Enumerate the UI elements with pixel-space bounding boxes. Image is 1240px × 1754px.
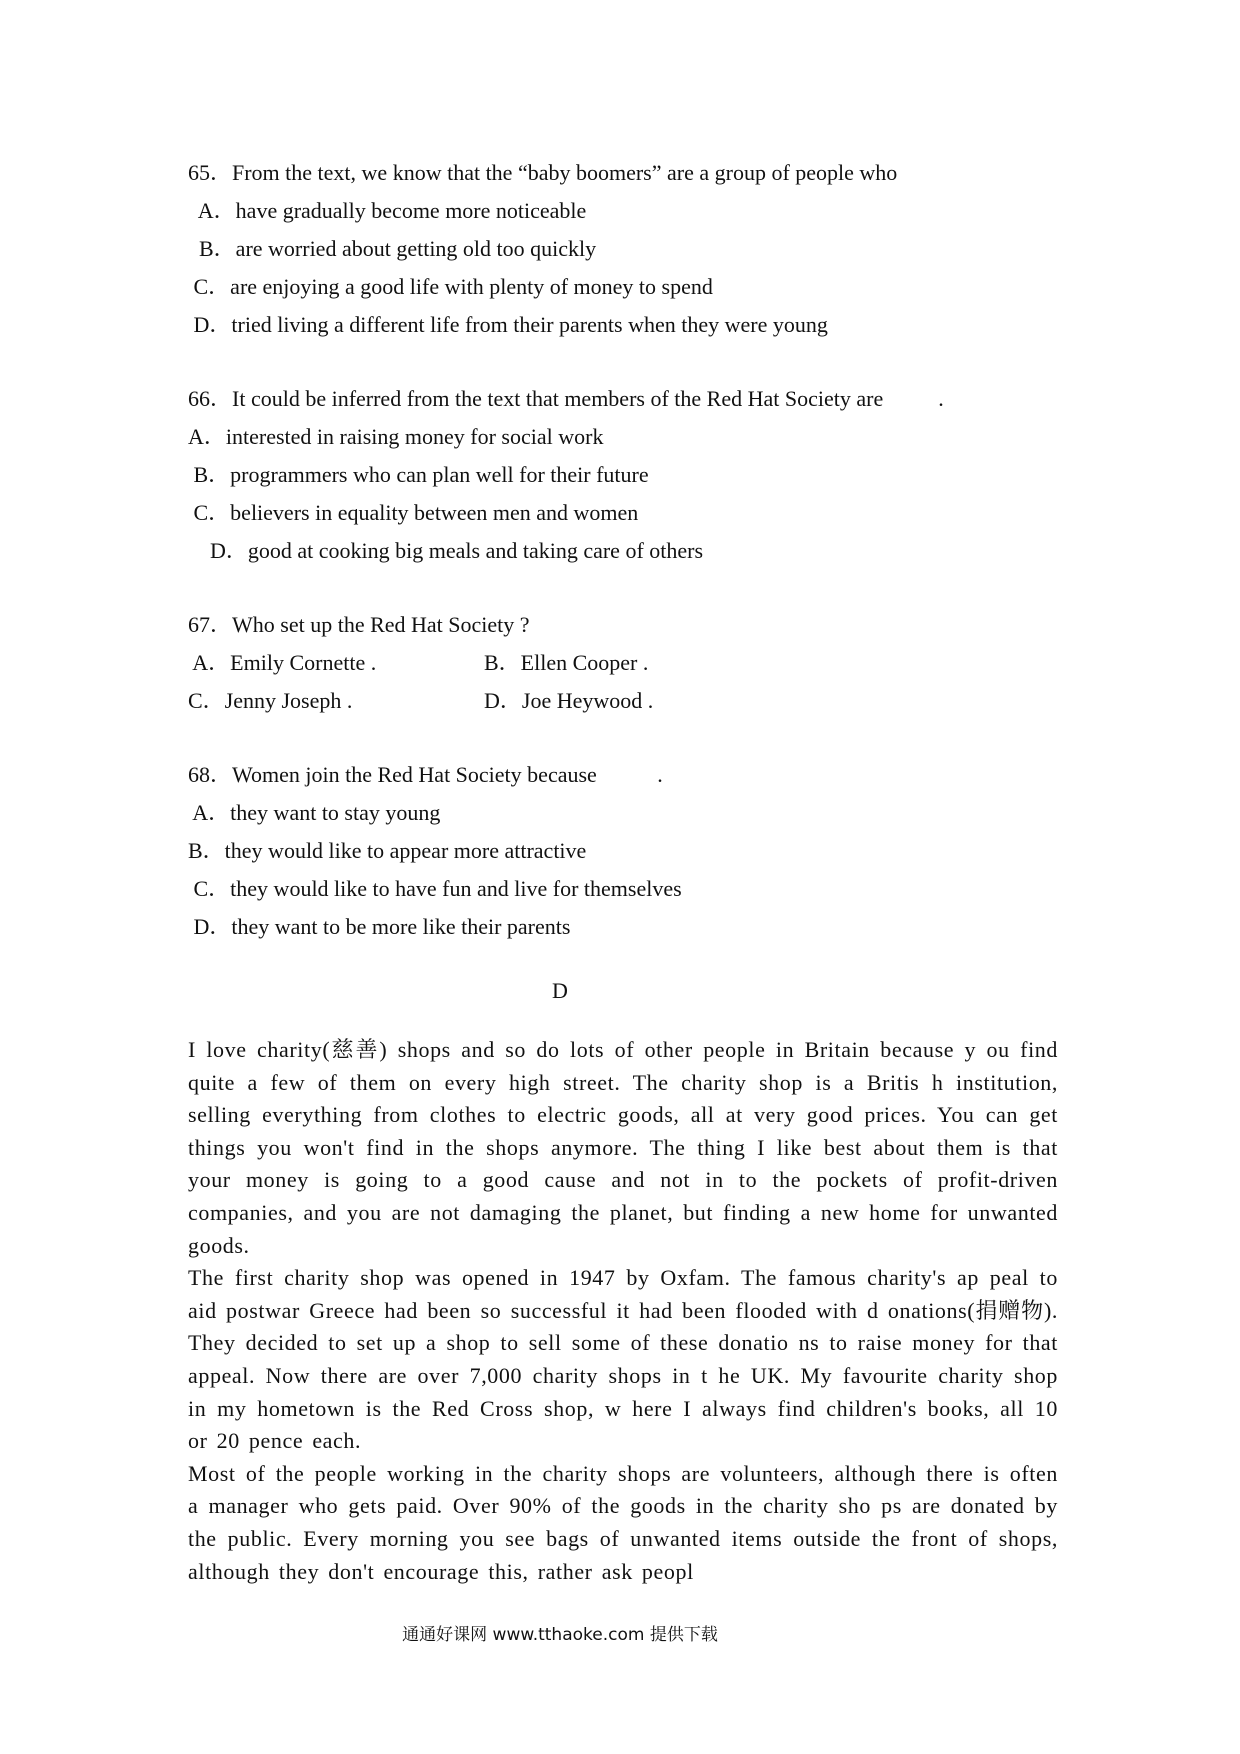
option-d: D．they want to be more like their parents <box>188 914 571 939</box>
passage-paragraph-2: The first charity shop was opened in 1947 by Oxfam. The famous charity's ap peal to aid postwar Greece had been so successful it had been flooded with d onations(捐赠物). They decided to set up a shop to sell some of these donatio ns to raise money for that appeal. Now there are over 7,000 charity shops in t he UK. My favourite charity shop in my hometown is the Red Cross shop, w here I always find children's books, all 10 or 20 pence each. <box>188 1265 1058 1454</box>
option-row <box>188 644 653 682</box>
option-c: C．they would like to have fun and live for themselves <box>188 876 682 901</box>
option-c: C．are enjoying a good life with plenty of money to spend <box>188 274 713 299</box>
option-c: C．believers in equality between men and women <box>188 500 639 525</box>
option-d: D．Joe Heywood . <box>484 688 654 713</box>
question-stem: 67．Who set up the Red Hat Society ? <box>188 612 530 637</box>
question-stem: 65．From the text, we know that the “baby boomers” are a group of people who <box>188 160 898 185</box>
option-row <box>188 682 653 720</box>
option-b: B．are worried about getting old too quickly <box>188 236 597 261</box>
question-67 <box>188 606 653 720</box>
option-b: B．Ellen Cooper . <box>484 650 649 675</box>
section-label: D <box>552 978 568 1003</box>
question-68 <box>188 756 682 946</box>
passage-paragraph-1: I love charity(慈善) shops and so do lots of other people in Britain because y ou find quite a few of them on every high street. The charity shop is a Britis h institution, selling everything from clothes to electric goods, all at very good prices. You can get things you won't find in the shops anymore. The thing I like best about them is that your money is going to a good cause and not in to the pockets of profit-driven companies, and you are not damaging the planet, but finding a new home for unwanted goods. <box>188 1037 1058 1258</box>
reading-passage <box>188 1034 1058 1588</box>
option-d: D．tried living a different life from their parents when they were young <box>188 312 828 337</box>
page-footer: 通通好课网 www.tthaoke.com 提供下载 <box>402 1625 718 1645</box>
question-stem: 66．It could be inferred from the text that members of the Red Hat Society are . <box>188 386 944 411</box>
passage-paragraph-3: Most of the people working in the charity shops are volunteers, although there is often a manager who gets paid. Over 90% of the goods in the charity sho ps are donated by the public. Every morning you see bags of unwanted items outside the front of shops, although they don't encourage this, rather ask peopl <box>188 1460 1058 1584</box>
option-a: A．interested in raising money for social work <box>188 424 604 449</box>
option-b: B．they would like to appear more attractive <box>188 838 587 863</box>
option-a: A．have gradually become more noticeable <box>188 198 587 223</box>
question-65 <box>188 154 897 344</box>
question-66 <box>188 380 944 570</box>
question-stem: 68．Women join the Red Hat Society because . <box>188 762 663 787</box>
option-a: A．they want to stay young <box>188 800 441 825</box>
option-c: C．Jenny Joseph . <box>188 688 353 713</box>
option-d: D．good at cooking big meals and taking care of others <box>188 538 704 563</box>
option-a: A．Emily Cornette . <box>188 650 377 675</box>
option-b: B．programmers who can plan well for their future <box>188 462 649 487</box>
